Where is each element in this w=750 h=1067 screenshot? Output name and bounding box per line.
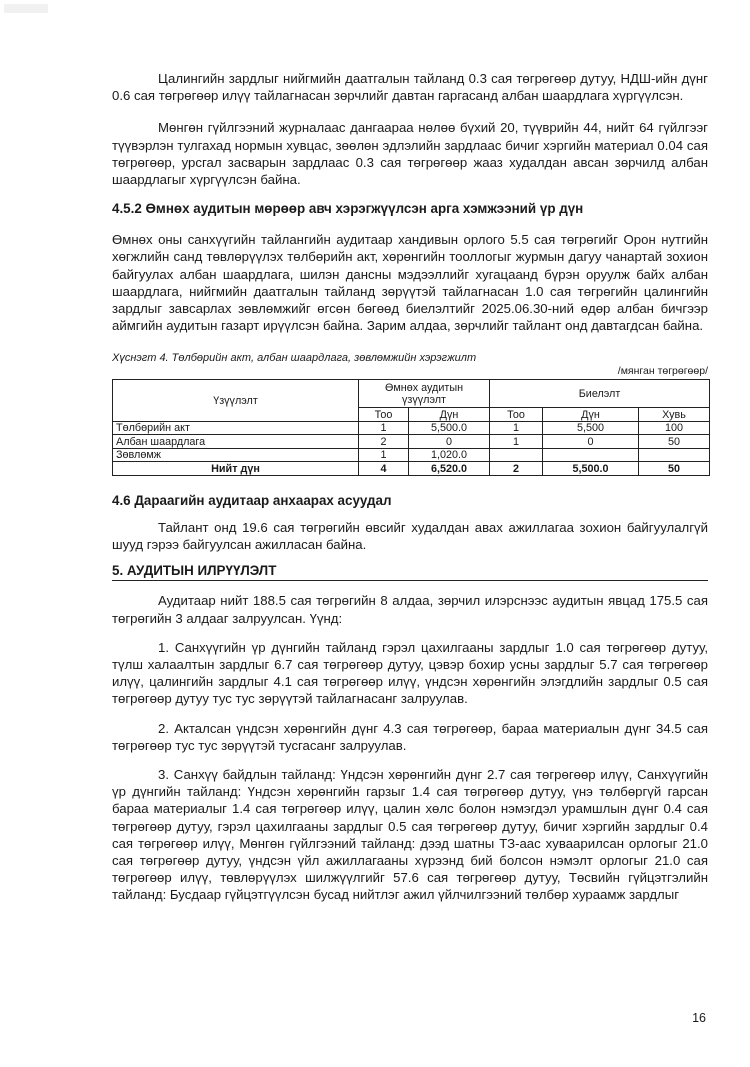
heading-5-audit-findings: 5. АУДИТЫН ИЛРҮҮЛЭЛТ bbox=[112, 562, 708, 581]
cell-amount-1: 0 bbox=[409, 435, 490, 449]
cell-percent: 50 bbox=[639, 435, 710, 449]
col-count-2: Тоо bbox=[490, 408, 543, 422]
heading-4-6: 4.6 Дараагийн аудитаар анхаарах асуудал bbox=[112, 492, 392, 508]
row-name: Төлбөрийн акт bbox=[113, 421, 359, 435]
paragraph-finding-2: 2. Акталсан үндсэн хөрөнгийн дүнг 4.3 сая төгрөгөөр, бараа материалын дүнг 34.5 сая төгрөгөөр тус тус зөрүүтэй тусгасанг залруулав. bbox=[112, 720, 708, 753]
col-amount-1: Дүн bbox=[409, 408, 490, 422]
row-name: Зөвлөмж bbox=[113, 448, 359, 462]
row-name: Нийт дүн bbox=[113, 462, 359, 476]
paragraph-finding-1: 1. Санхүүгийн үр дүнгийн тайланд гэрэл цахилгааны зардлыг 1.0 сая төгрөгөөр дутуу, түлш халаалтын зардлыг 6.7 сая төгрөгөөр дутуу, цэвэр бохир усны зардлыг 5.7 сая төгрөгөөр илүү, цалингийн зардлыг 4.1 сая төгрөгөөр илүү, үндсэн хөрөнгийн элэгдлийн зардлыг 0.5 сая төгрөгөөр дутуу тус тус зөрүүтэй тайлагнасанг залруулав. bbox=[112, 639, 708, 707]
cell-count-1: 1 bbox=[359, 421, 409, 435]
implementation-table bbox=[112, 379, 710, 476]
cell-percent: 50 bbox=[639, 462, 710, 476]
table-row-total bbox=[113, 462, 710, 476]
cell-count-1: 2 bbox=[359, 435, 409, 449]
cell-count-2: 1 bbox=[490, 435, 543, 449]
table-caption: Хүснэгт 4. Төлбөрийн акт, албан шаардлага, зөвлөмжийн хэрэгжилт bbox=[112, 352, 477, 365]
cell-count-1: 4 bbox=[359, 462, 409, 476]
paragraph-previous-audit: Өмнөх оны санхүүгийн тайлангийн аудитаар хандивын орлого 5.5 сая төгрөгийг Орон нутгийн хөгжлийн санд төвлөрүүлэх төлбөрийн акт, хөрөнгийн тооллогыг журмын дагуу чанартай зохион байгуулах албан шаардлага, шилэн дансны мэдээллийг хугацаанд бүрэн оруулж байх албан шаардлага, нийгмийн даатгалын тайланд зөрүүтэй тайлагнасан 1.0 сая төгрөгийн цалингийн зардлыг завсарлах зөвлөмжийг өгсөн бөгөөд биелэлтийг 2025.06.30-ний өдөр албан бичгээр аймгийн аудитын газарт ирүүлсэн байна. Зарим алдаа, зөрчлийг тайлант онд давтагдсан байна. bbox=[112, 232, 708, 334]
cell-count-2: 1 bbox=[490, 421, 543, 435]
cell-amount-2: 0 bbox=[543, 435, 639, 449]
col-percent: Хувь bbox=[639, 408, 710, 422]
paragraph-social-insurance: Цалингийн зардлыг нийгмийн даатгалын тайланд 0.3 сая төгрөгөөр дутуу, НДШ-ийн дүнг 0.6 сая төгрөгөөр илүү тайлагнасан зөрчлийг давтан гаргасанд албан шаардлага хүргүүлсэн. bbox=[112, 71, 708, 104]
col-group-previous-audit: Өмнөх аудитын үзүүлэлт bbox=[359, 380, 490, 408]
cell-amount-2: 5,500.0 bbox=[543, 462, 639, 476]
table-row bbox=[113, 421, 710, 435]
col-indicator-header: Үзүүлэлт bbox=[113, 380, 359, 422]
cell-count-2 bbox=[490, 448, 543, 462]
cell-amount-1: 6,520.0 bbox=[409, 462, 490, 476]
scan-corner-mark bbox=[4, 4, 48, 13]
table-row bbox=[113, 448, 710, 462]
paragraph-next-audit-issue: Тайлант онд 19.6 сая төгрөгийн өвсийг худалдан авах ажиллагаа зохион байгуулалгүй шууд гэрээ байгуулсан ажилласан байна. bbox=[112, 519, 708, 553]
cell-amount-1: 5,500.0 bbox=[409, 421, 490, 435]
document-page bbox=[112, 70, 708, 904]
row-name: Албан шаардлага bbox=[113, 435, 359, 449]
paragraph-cash-journal: Мөнгөн гүйлгээний журналаас дангаараа нөлөө бүхий 20, түүврийн 44, нийт 64 гүйлгээг түүвэрлэн тулгахад нормын хувцас, зөөлөн эдлэлийн зардлаас бичиг хэргийн материал 0.04 сая төгрөгөөр, урсгал засварын зардлаас 0.3 сая төгрөгөөр жааз худалдан авсан зөрчилд албан шаардлагыг хүргүүлсэн байна. bbox=[112, 120, 708, 188]
col-amount-2: Дүн bbox=[543, 408, 639, 422]
page-number: 16 bbox=[692, 1011, 706, 1025]
cell-amount-2: 5,500 bbox=[543, 421, 639, 435]
cell-percent: 100 bbox=[639, 421, 710, 435]
table-unit: /мянган төгрөгөөр/ bbox=[617, 365, 708, 378]
heading-4-5-2: 4.5.2 Өмнөх аудитын мөрөөр авч хэрэгжүүлсэн арга хэмжээний үр дүн bbox=[112, 201, 584, 217]
cell-count-1: 1 bbox=[359, 448, 409, 462]
cell-percent bbox=[639, 448, 710, 462]
paragraph-finding-3: 3. Санхүү байдлын тайланд: Үндсэн хөрөнгийн дүнг 2.7 сая төгрөгөөр илүү, Санхүүгийн үр дүнгийн тайланд: Үндсэн хөрөнгийн гарзыг 1.4 сая төгрөгөөр дутуу, үнэ төлбөргүй гарсан бараа материалыг 1.4 сая төгрөгөөр илүү, цалин хөлс болон нэмэгдэл урамшлын дүнг 0.4 сая төгрөгөөр дутуу, гэрэл цахилгааны зардлыг 0.5 сая төгрөгөөр дутуу, бичиг хэргийн зардлыг 0.4 сая төгрөгөөр илүү, Мөнгөн гүйлгээний тайланд: дээд шатны ТЗ-аас хуваарилсан орлогыг 21.0 сая төгрөгөөр дутуу, үндсэн үйл ажиллагааны хүрээнд бий болсон нэмэлт орлогыг 21.0 сая төгрөгөөр илүү, төвлөрүүлэх шилжүүлгийг 57.6 сая төгрөгөөр дутуу, Төсвийн гүйцэтгэлийн тайланд: Бусдаар гүйцэтгүүлсэн бусад нийтлэг ажил үйлчилгээний төлбөр хураамж зардлыг bbox=[112, 766, 708, 903]
paragraph-findings-summary: Аудитаар нийт 188.5 сая төгрөгийн 8 алдаа, зөрчил илэрснээс аудитын явцад 175.5 сая төгрөгийн 3 алдааг залруулсан. Үүнд: bbox=[112, 593, 708, 626]
table-row bbox=[113, 435, 710, 449]
col-count-1: Тоо bbox=[359, 408, 409, 422]
cell-amount-1: 1,020.0 bbox=[409, 448, 490, 462]
cell-amount-2 bbox=[543, 448, 639, 462]
col-group-implementation: Биелэлт bbox=[490, 380, 710, 408]
cell-count-2: 2 bbox=[490, 462, 543, 476]
